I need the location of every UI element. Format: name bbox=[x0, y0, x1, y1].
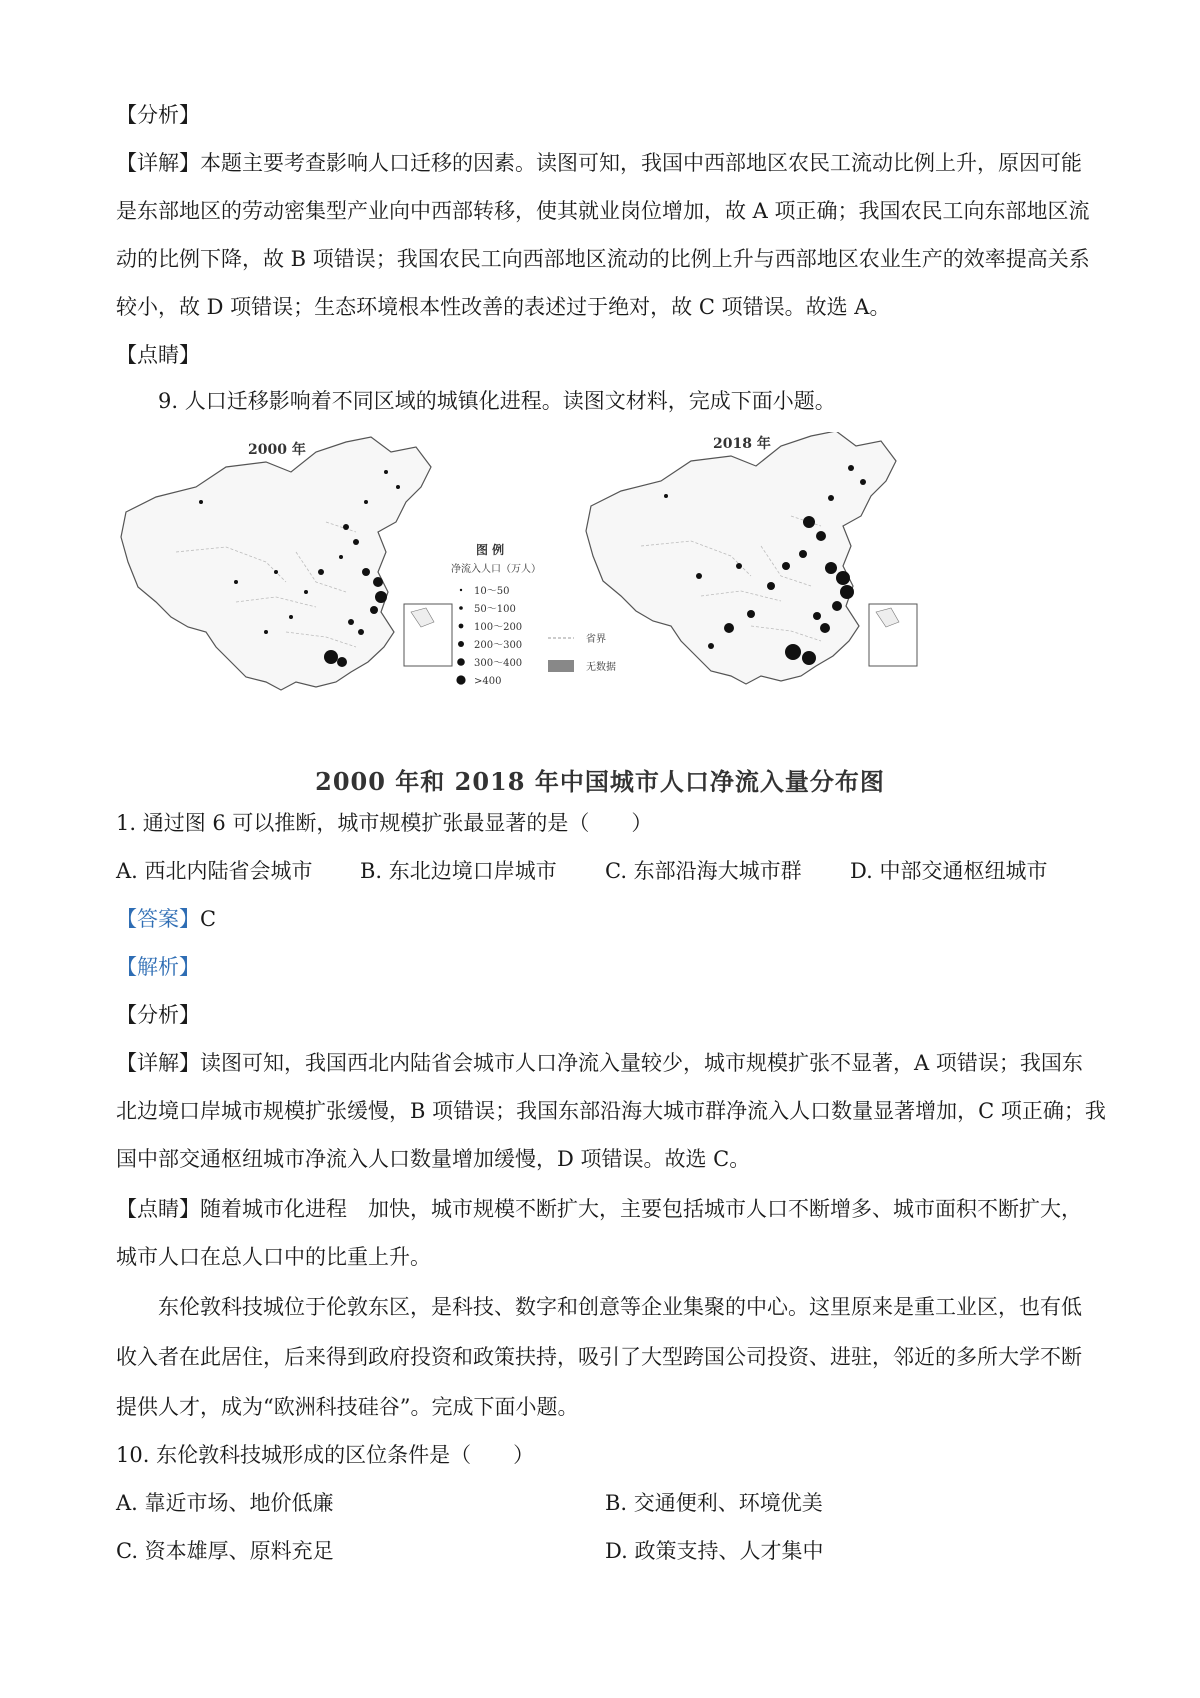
population-map-figure bbox=[116, 432, 956, 730]
detail-line-2: 是东部地区的劳动密集型产业向中西部转移，使其就业岗位增加，故 A 项正确；我国农民工向东部地区流 bbox=[116, 199, 1090, 223]
q1-analysis-tag: 【解析】 bbox=[116, 955, 200, 979]
map-2018 bbox=[586, 432, 917, 684]
q10-option-d: D. 政策支持、人才集中 bbox=[605, 1539, 824, 1563]
question-10-stem: 10. 东伦敦科技城形成的区位条件是（ ） bbox=[116, 1443, 535, 1467]
answer-value: C bbox=[200, 907, 217, 931]
dianjing-heading: 【点睛】 bbox=[116, 343, 200, 367]
q1-detail-line-3: 国中部交通枢纽城市净流入人口数量增加缓慢，D 项错误。故选 C。 bbox=[116, 1147, 751, 1171]
detail-line-4: 较小，故 D 项错误；生态环境根本性改善的表述过于绝对，故 C 项错误。故选 A。 bbox=[116, 295, 891, 319]
material-line-3: 提供人才，成为“欧洲科技硅谷”。完成下面小题。 bbox=[116, 1395, 579, 1419]
legend-item-4: 200～300 bbox=[474, 640, 523, 651]
q10-option-c: C. 资本雄厚、原料充足 bbox=[116, 1539, 334, 1563]
legend-boundary: 省界 bbox=[586, 634, 606, 645]
map-legend bbox=[451, 542, 616, 687]
map-2018-year: 2018 年 bbox=[713, 436, 771, 452]
q1-answer bbox=[116, 904, 1086, 934]
legend-item-1: 10～50 bbox=[474, 586, 510, 597]
map-2000-year: 2000 年 bbox=[248, 442, 306, 458]
analysis-heading: 【分析】 bbox=[116, 103, 200, 127]
material-line-1: 东伦敦科技城位于伦敦东区，是科技、数字和创意等企业集聚的中心。这里原来是重工业区，也有低 bbox=[158, 1295, 1082, 1319]
detail-line-1: 【详解】本题主要考查影响人口迁移的因素。读图可知，我国中西部地区农民工流动比例上升，原因可能 bbox=[116, 151, 1082, 175]
q1-detail-line-2: 北边境口岸城市规模扩张缓慢，B 项错误；我国东部沿海大城市群净流入人口数量显著增加，C 项正确；我 bbox=[116, 1099, 1106, 1123]
maps-svg bbox=[116, 432, 956, 730]
detail-line-3: 动的比例下降，故 B 项错误；我国农民工向西部地区流动的比例上升与西部地区农业生产的效率提高关系 bbox=[116, 247, 1090, 271]
legend-subtitle: 净流入人口（万人） bbox=[451, 564, 541, 575]
q1-detail-line-1: 【详解】读图可知，我国西北内陆省会城市人口净流入量较少，城市规模扩张不显著，A 项错误；我国东 bbox=[116, 1051, 1083, 1075]
q1-option-a: A. 西北内陆省会城市 bbox=[116, 859, 313, 883]
legend-item-6: >400 bbox=[474, 676, 502, 687]
q1-dianjing-line-2: 城市人口在总人口中的比重上升。 bbox=[116, 1245, 431, 1269]
q1-dianjing-line-1: 【点睛】随着城市化进程 加快，城市规模不断扩大，主要包括城市人口不断增多、城市面积不断扩大， bbox=[116, 1197, 1082, 1221]
q1-option-b: B. 东北边境口岸城市 bbox=[360, 859, 557, 883]
legend-title: 图 例 bbox=[476, 543, 505, 557]
q1-fenxi-heading: 【分析】 bbox=[116, 1003, 200, 1027]
q1-option-c: C. 东部沿海大城市群 bbox=[605, 859, 802, 883]
q10-option-a: A. 靠近市场、地价低廉 bbox=[116, 1491, 334, 1515]
legend-item-3: 100～200 bbox=[474, 622, 523, 633]
legend-item-2: 50～100 bbox=[474, 604, 516, 615]
q1-option-d: D. 中部交通枢纽城市 bbox=[850, 859, 1048, 883]
map-2000 bbox=[121, 437, 452, 690]
figure-caption: 2000 年和 2018 年中国城市人口净流入量分布图 bbox=[315, 767, 885, 796]
material-line-2: 收入者在此居住，后来得到政府投资和政策扶持，吸引了大型跨国公司投资、进驻，邻近的多所大学不断 bbox=[116, 1345, 1082, 1369]
question-9-stem: 9. 人口迁移影响着不同区域的城镇化进程。读图文材料，完成下面小题。 bbox=[158, 389, 836, 413]
q10-option-b: B. 交通便利、环境优美 bbox=[605, 1491, 823, 1515]
question-1-stem: 1. 通过图 6 可以推断，城市规模扩张最显著的是（ ） bbox=[116, 811, 653, 835]
answer-tag: 【答案】 bbox=[116, 907, 200, 931]
legend-item-5: 300～400 bbox=[474, 658, 523, 669]
map-2000-outline bbox=[121, 437, 431, 690]
legend-nodata: 无数据 bbox=[586, 662, 616, 673]
